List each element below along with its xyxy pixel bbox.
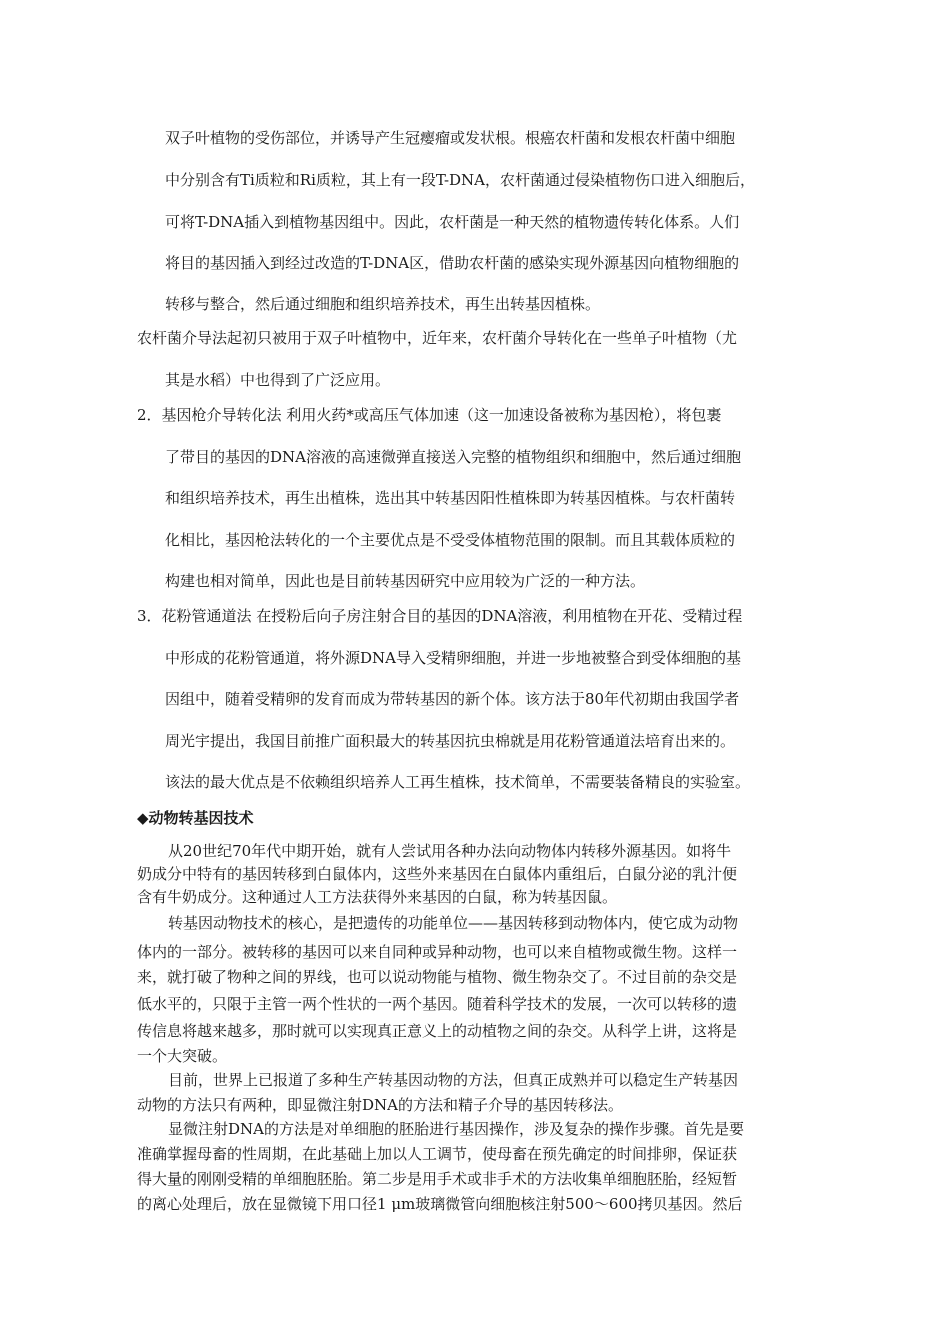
text-line: 因组中，随着受精卵的发育而成为带转基因的新个体。该方法于80年代初期由我国学者	[165, 690, 740, 708]
text-line: 目前，世界上已报道了多种生产转基因动物的方法，但真正成熟并可以稳定生产转基因	[168, 1071, 739, 1089]
text-line: 将目的基因插入到经过改造的T-DNA区，借助农杆菌的感染实现外源基因向植物细胞的	[165, 254, 740, 272]
text-line: 周光宇提出，我国目前推广面积最大的转基因抗虫棉就是用花粉管通道法培育出来的。	[165, 732, 736, 750]
text-line: 低水平的，只限于主管一两个性状的一两个基因。随着科学技术的发展，一次可以转移的遗	[137, 995, 738, 1013]
text-line: 双子叶植物的受伤部位，并诱导产生冠瘿瘤或发状根。根癌农杆菌和发根农杆菌中细胞	[165, 129, 736, 147]
text-line: 显微注射DNA的方法是对单细胞的胚胎进行基因操作，涉及复杂的操作步骤。首先是要	[168, 1120, 744, 1138]
text-line: 3．花粉管通道法 在授粉后向子房注射合目的基因的DNA溶液，利用植物在开花、受精过程	[137, 607, 743, 625]
section-heading: ◆动物转基因技术	[137, 809, 254, 827]
text-line: 奶成分中特有的基因转移到白鼠体内，这些外来基因在白鼠体内重组后，白鼠分泌的乳汁便	[137, 865, 738, 883]
text-line: 农杆菌介导法起初只被用于双子叶植物中，近年来，农杆菌介导转化在一些单子叶植物（尤	[137, 329, 738, 347]
text-line: 从20世纪70年代中期开始，就有人尝试用各种办法向动物体内转移外源基因。如将牛	[168, 842, 732, 860]
text-line: 可将T-DNA插入到植物基因组中。因此，农杆菌是一种天然的植物遗传转化体系。人们	[165, 213, 740, 231]
text-line: 来，就打破了物种之间的界线，也可以说动物能与植物、微生物杂交了。不过目前的杂交是	[137, 968, 738, 986]
text-line: 中形成的花粉管通道，将外源DNA导入受精卵细胞，并进一步地被整合到受体细胞的基	[165, 649, 741, 667]
text-line: 和组织培养技术，再生出植株，选出其中转基因阳性植株即为转基因植株。与农杆菌转	[165, 489, 736, 507]
text-line: 化相比，基因枪法转化的一个主要优点是不受受体植物范围的限制。而且其载体质粒的	[165, 531, 736, 549]
text-line: 准确掌握母畜的性周期，在此基础上加以人工调节，使母畜在预先确定的时间排卵，保证获	[137, 1145, 738, 1163]
text-line: 传信息将越来越多，那时就可以实现真正意义上的动植物之间的杂交。从科学上讲，这将是	[137, 1022, 738, 1040]
text-line: 得大量的刚刚受精的单细胞胚胎。第二步是用手术或非手术的方法收集单细胞胚胎，经短暂	[137, 1170, 738, 1188]
text-line: 2．基因枪介导转化法 利用火药*或高压气体加速（这一加速设备被称为基因枪），将包裹	[137, 406, 722, 424]
text-line: 了带目的基因的DNA溶液的高速微弹直接送入完整的植物组织和细胞中，然后通过细胞	[165, 448, 741, 466]
text-line: 转基因动物技术的核心，是把遗传的功能单位——基因转移到动物体内，使它成为动物	[168, 914, 739, 932]
text-line: 转移与整合，然后通过细胞和组织培养技术，再生出转基因植株。	[165, 295, 601, 313]
text-line: 构建也相对简单，因此也是目前转基因研究中应用较为广泛的一种方法。	[165, 572, 646, 590]
text-line: 该法的最大优点是不依赖组织培养人工再生植株，技术简单，不需要装备精良的实验室。	[165, 773, 751, 791]
text-line: 体内的一部分。被转移的基因可以来自同种或异种动物，也可以来自植物或微生物。这样一	[137, 943, 738, 961]
text-line: 其是水稻）中也得到了广泛应用。	[165, 371, 391, 389]
text-line: 中分别含有Ti质粒和Ri质粒，其上有一段T-DNA，农杆菌通过侵染植物伤口进入细胞后，	[165, 171, 756, 189]
text-line: 的离心处理后，放在显微镜下用口径1 μm玻璃微管向细胞核注射500～600拷贝基因。然后	[137, 1195, 743, 1213]
text-line: 含有牛奶成分。这种通过人工方法获得外来基因的白鼠，称为转基因鼠。	[137, 888, 618, 906]
text-line: 动物的方法只有两种，即显微注射DNA的方法和精子介导的基因转移法。	[137, 1096, 623, 1114]
text-line: 一个大突破。	[137, 1047, 228, 1065]
